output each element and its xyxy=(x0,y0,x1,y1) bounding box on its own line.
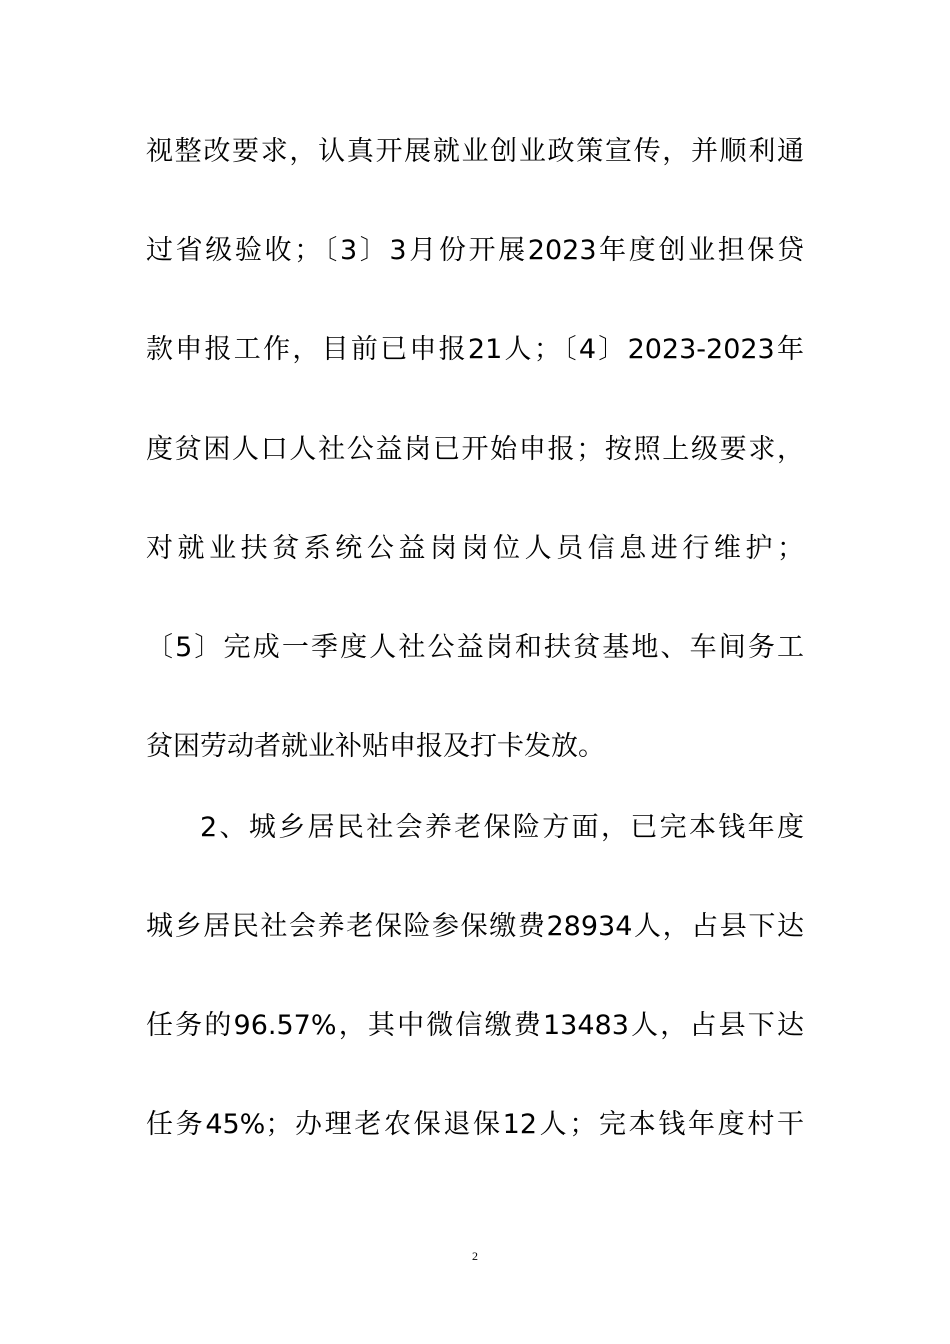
paragraph-first-line: 2、城乡居民社会养老保险方面，已完本钱年度 xyxy=(200,812,804,843)
text-line: 任务45%；办理老农保退保12人；完本钱年度村干 xyxy=(146,1109,804,1140)
text-line: 对就业扶贫系统公益岗岗位人员信息进行维护； xyxy=(146,533,804,564)
text-line: 贫困劳动者就业补贴申报及打卡发放。 xyxy=(146,731,605,762)
text-line: 过省级验收；〔3〕3月份开展2023年度创业担保贷 xyxy=(146,235,804,266)
text-line: 〔5〕完成一季度人社公益岗和扶贫基地、车间务工 xyxy=(146,632,804,663)
page-number: 2 xyxy=(472,1249,478,1263)
text-line: 城乡居民社会养老保险参保缴费28934人，占县下达 xyxy=(146,911,804,942)
text-line: 款申报工作，目前已申报21人；〔4〕2023-2023年 xyxy=(146,334,804,365)
text-line: 视整改要求，认真开展就业创业政策宣传，并顺利通 xyxy=(146,136,804,167)
text-line: 任务的96.57%，其中微信缴费13483人，占县下达 xyxy=(146,1010,804,1041)
text-line: 度贫困人口人社公益岗已开始申报；按照上级要求， xyxy=(146,434,804,465)
